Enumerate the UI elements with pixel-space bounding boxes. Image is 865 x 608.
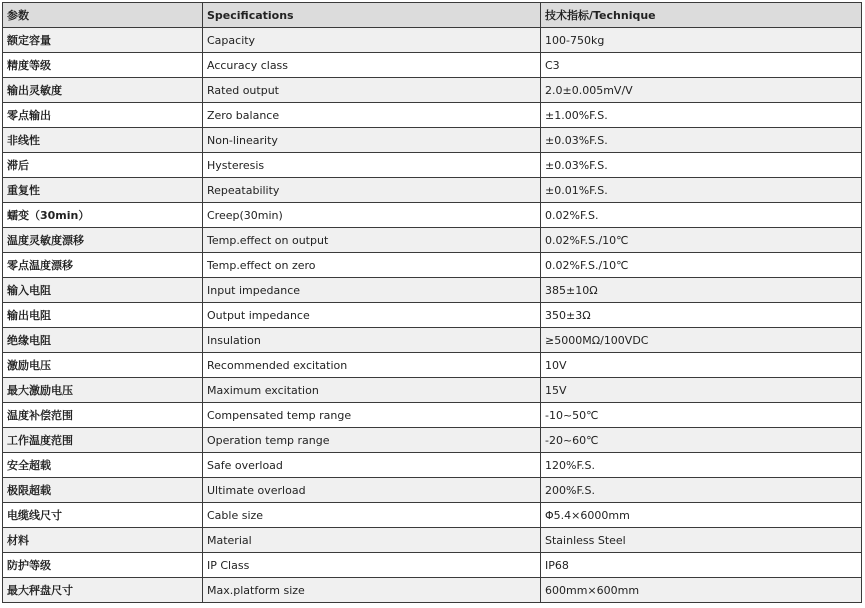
spec-en-cell: Capacity <box>203 28 541 53</box>
value-cell: 200%F.S. <box>541 478 862 503</box>
value-cell: ≥5000MΩ/100VDC <box>541 328 862 353</box>
spec-en-cell: Cable size <box>203 503 541 528</box>
spec-en-cell: Zero balance <box>203 103 541 128</box>
value-cell: 0.02%F.S./10℃ <box>541 228 862 253</box>
value-cell: 15V <box>541 378 862 403</box>
param-cn-cell: 输出灵敏度 <box>3 78 203 103</box>
table-row <box>3 578 862 603</box>
param-cn-cell: 零点输出 <box>3 103 203 128</box>
spec-en-cell: Insulation <box>203 328 541 353</box>
table-row <box>3 178 862 203</box>
table-row <box>3 553 862 578</box>
param-cn-cell: 重复性 <box>3 178 203 203</box>
param-cn-cell: 材料 <box>3 528 203 553</box>
value-cell: ±0.03%F.S. <box>541 128 862 153</box>
value-cell: -10~50℃ <box>541 403 862 428</box>
param-cn-cell: 温度补偿范围 <box>3 403 203 428</box>
param-cn-cell: 蠕变（30min） <box>3 203 203 228</box>
value-cell: 0.02%F.S./10℃ <box>541 253 862 278</box>
param-cn-cell: 电缆线尺寸 <box>3 503 203 528</box>
table-row <box>3 353 862 378</box>
spec-en-cell: Recommended excitation <box>203 353 541 378</box>
spec-en-cell: Accuracy class <box>203 53 541 78</box>
spec-en-cell: Compensated temp range <box>203 403 541 428</box>
table-row <box>3 453 862 478</box>
param-cn-cell: 安全超载 <box>3 453 203 478</box>
spec-en-cell: Hysteresis <box>203 153 541 178</box>
value-cell: ±0.01%F.S. <box>541 178 862 203</box>
param-cn-cell: 防护等级 <box>3 553 203 578</box>
table-row <box>3 153 862 178</box>
value-cell: 120%F.S. <box>541 453 862 478</box>
value-cell: -20~60℃ <box>541 428 862 453</box>
value-cell: 2.0±0.005mV/V <box>541 78 862 103</box>
param-cn-cell: 工作温度范围 <box>3 428 203 453</box>
spec-en-cell: Temp.effect on zero <box>203 253 541 278</box>
value-cell: Stainless Steel <box>541 528 862 553</box>
param-cn-cell: 精度等级 <box>3 53 203 78</box>
spec-en-cell: IP Class <box>203 553 541 578</box>
table-row <box>3 228 862 253</box>
table-row <box>3 28 862 53</box>
param-cn-cell: 最大激励电压 <box>3 378 203 403</box>
header-row <box>3 3 862 28</box>
table-row <box>3 278 862 303</box>
table-row <box>3 328 862 353</box>
table-row <box>3 128 862 153</box>
spec-en-cell: Max.platform size <box>203 578 541 603</box>
spec-en-cell: Repeatability <box>203 178 541 203</box>
table-row <box>3 303 862 328</box>
spec-en-cell: Non-linearity <box>203 128 541 153</box>
header-param: 参数 <box>3 3 203 28</box>
spec-en-cell: Creep(30min) <box>203 203 541 228</box>
table-row <box>3 203 862 228</box>
value-cell: IP68 <box>541 553 862 578</box>
spec-en-cell: Safe overload <box>203 453 541 478</box>
value-cell: Φ5.4×6000mm <box>541 503 862 528</box>
value-cell: ±1.00%F.S. <box>541 103 862 128</box>
value-cell: 350±3Ω <box>541 303 862 328</box>
param-cn-cell: 最大秤盘尺寸 <box>3 578 203 603</box>
value-cell: ±0.03%F.S. <box>541 153 862 178</box>
value-cell: 385±10Ω <box>541 278 862 303</box>
param-cn-cell: 输入电阻 <box>3 278 203 303</box>
table-row <box>3 253 862 278</box>
spec-en-cell: Temp.effect on output <box>203 228 541 253</box>
param-cn-cell: 输出电阻 <box>3 303 203 328</box>
param-cn-cell: 激励电压 <box>3 353 203 378</box>
table-row <box>3 478 862 503</box>
spec-table <box>2 2 862 603</box>
header-technique: 技术指标/Technique <box>541 3 862 28</box>
table-row <box>3 103 862 128</box>
spec-en-cell: Operation temp range <box>203 428 541 453</box>
table-row <box>3 78 862 103</box>
table-row <box>3 428 862 453</box>
table-row <box>3 403 862 428</box>
param-cn-cell: 零点温度漂移 <box>3 253 203 278</box>
value-cell: 100-750kg <box>541 28 862 53</box>
param-cn-cell: 极限超载 <box>3 478 203 503</box>
value-cell: C3 <box>541 53 862 78</box>
spec-en-cell: Output impedance <box>203 303 541 328</box>
param-cn-cell: 非线性 <box>3 128 203 153</box>
value-cell: 600mm×600mm <box>541 578 862 603</box>
table-row <box>3 53 862 78</box>
param-cn-cell: 滞后 <box>3 153 203 178</box>
param-cn-cell: 温度灵敏度漂移 <box>3 228 203 253</box>
param-cn-cell: 绝缘电阻 <box>3 328 203 353</box>
value-cell: 10V <box>541 353 862 378</box>
header-specifications: Specifications <box>203 3 541 28</box>
spec-en-cell: Input impedance <box>203 278 541 303</box>
value-cell: 0.02%F.S. <box>541 203 862 228</box>
param-cn-cell: 额定容量 <box>3 28 203 53</box>
table-row <box>3 528 862 553</box>
spec-en-cell: Ultimate overload <box>203 478 541 503</box>
spec-en-cell: Rated output <box>203 78 541 103</box>
table-row <box>3 378 862 403</box>
table-row <box>3 503 862 528</box>
spec-en-cell: Material <box>203 528 541 553</box>
spec-en-cell: Maximum excitation <box>203 378 541 403</box>
